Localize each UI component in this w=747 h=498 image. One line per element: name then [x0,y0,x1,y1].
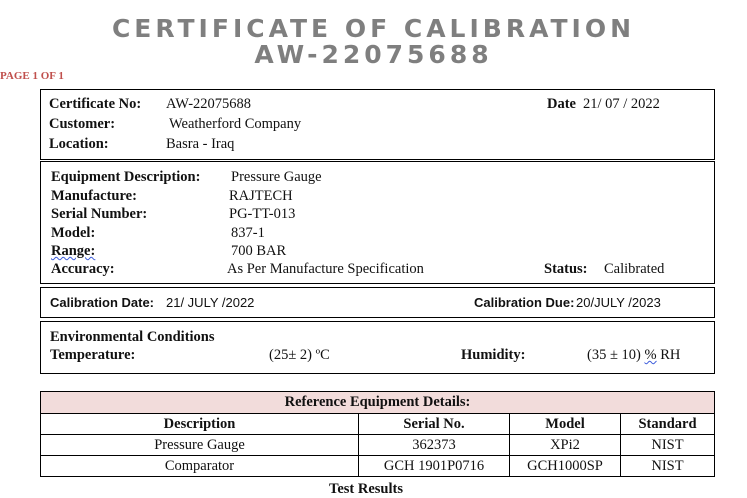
column-header-model: Model [510,414,621,435]
location-value: Basra - Iraq [166,136,235,152]
calibration-due-value: 20/JULY /2023 [576,295,661,310]
customer-label: Customer: [49,116,116,132]
date-label: Date [547,96,576,112]
accuracy-value: As Per Manufacture Specification [227,261,424,277]
column-header-standard: Standard [621,414,715,435]
column-header-serial: Serial No. [359,414,510,435]
equipment-description-label: Equipment Description: [51,169,201,185]
cert-no-value: AW-22075688 [166,96,252,112]
date-value: 21/ 07 / 2022 [583,96,660,112]
status-label: Status: [544,261,588,277]
certificate-number-title: AW-22075688 [254,40,493,69]
customer-value: Weatherford Company [169,116,302,132]
humidity-percent: % [644,347,657,363]
status-value: Calibrated [604,261,665,277]
cert-no-label: Certificate No: [49,96,142,112]
table-cell: Pressure Gauge [41,435,359,456]
table-cell: 362373 [359,435,510,456]
column-header-description: Description [41,414,359,435]
table-cell: XPi2 [510,435,621,456]
reference-heading: Reference Equipment Details: [41,392,715,414]
range-label: Range: [51,243,96,259]
temperature-label: Temperature: [50,347,136,363]
calibration-date-label: Calibration Date: [50,295,155,310]
humidity-label: Humidity: [461,347,526,363]
equipment-description-value: Pressure Gauge [231,169,322,185]
manufacture-label: Manufacture: [51,188,137,204]
certificate-title: CERTIFICATE OF CALIBRATION [111,14,636,43]
humidity-unit: RH [656,347,681,363]
model-label: Model: [51,225,96,241]
location-label: Location: [49,136,109,152]
table-cell: NIST [621,456,715,477]
accuracy-label: Accuracy: [51,261,115,277]
table-cell: GCH1000SP [510,456,621,477]
table-row [41,456,715,477]
humidity-value [587,346,680,364]
test-results-heading: Test Results [329,481,403,497]
table-cell: Comparator [41,456,359,477]
serial-number-label: Serial Number: [51,206,148,222]
range-value: 700 BAR [231,243,287,259]
calibration-date-value: 21/ JULY /2022 [166,295,255,310]
temperature-value: (25± 2) ºC [269,347,330,363]
serial-number-value: PG-TT-013 [229,206,296,222]
calibration-due-label: Calibration Due: [474,295,575,310]
humidity-range: (35 ± 10) [587,347,645,363]
environment-heading: Environmental Conditions [50,329,215,345]
model-value: 837-1 [231,225,265,241]
reference-equipment-table [40,391,715,477]
table-row [41,435,715,456]
manufacture-value: RAJTECH [229,188,293,204]
table-cell: NIST [621,435,715,456]
table-cell: GCH 1901P0716 [359,456,510,477]
page-indicator: PAGE 1 OF 1 [0,70,64,82]
